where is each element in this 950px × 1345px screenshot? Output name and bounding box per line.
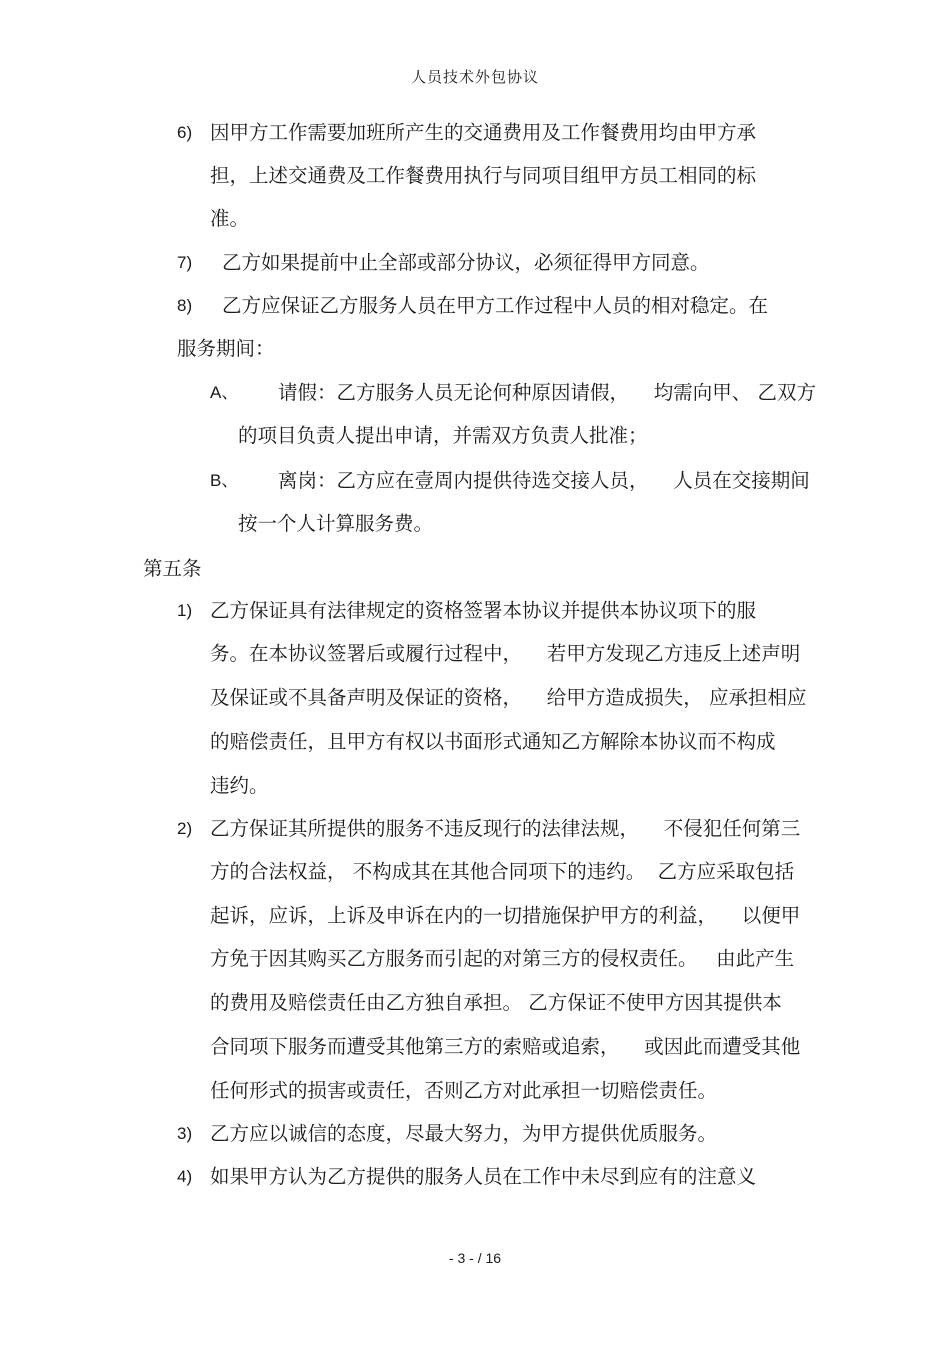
paragraph-line: 请假：乙方服务人员无论何种原因请假， 均需向甲、 乙双方: [278, 381, 816, 404]
paragraph-line: 因甲方工作需要加班所产生的交通费用及工作餐费用均由甲方承: [210, 121, 757, 144]
paragraph-line: 方的合法权益， 不构成其在其他合同项下的违约。 乙方应采取包括: [210, 860, 795, 883]
paragraph-line: 乙方如果提前中止全部或部分协议，必须征得甲方同意。: [222, 251, 710, 274]
item-marker: 7): [177, 253, 193, 272]
paragraph-line: 任何形式的损害或责任，否则乙方对此承担一切赔偿责任。: [210, 1079, 718, 1102]
paragraph-line: 担，上述交通费及工作餐费用执行与同项目组甲方员工相同的标: [210, 164, 757, 187]
paragraph-line: 按一个人计算服务费。: [238, 512, 434, 535]
page-header-title: 人员技术外包协议: [410, 68, 539, 86]
paragraph-line: 服务期间：: [177, 337, 275, 360]
item-marker: A、: [210, 383, 239, 402]
paragraph-line: 起诉，应诉，上诉及申诉在内的一切措施保护甲方的利益， 以便甲: [210, 904, 801, 927]
section-heading: 第五条: [143, 557, 202, 580]
paragraph-line: 的项目负责人提出申请，并需双方负责人批准；: [238, 424, 648, 447]
item-marker: 2): [177, 819, 193, 838]
paragraph-line: 如果甲方认为乙方提供的服务人员在工作中未尽到应有的注意义: [210, 1165, 757, 1188]
paragraph-line: 合同项下服务而遭受其他第三方的索赔或追索， 或因此而遭受其他: [210, 1035, 801, 1058]
item-marker: 8): [177, 296, 193, 315]
item-marker: 4): [177, 1167, 193, 1186]
item-marker: 3): [177, 1124, 193, 1143]
paragraph-line: 的赔偿责任，且甲方有权以书面形式通知乙方解除本协议而不构成: [210, 730, 776, 753]
paragraph-line: 乙方保证其所提供的服务不违反现行的法律法规， 不侵犯任何第三: [210, 817, 801, 840]
page-number: - 3 - / 16: [448, 1250, 502, 1266]
item-marker: 6): [177, 123, 193, 142]
paragraph-line: 乙方应以诚信的态度，尽最大努力，为甲方提供优质服务。: [210, 1122, 718, 1145]
item-marker: 1): [177, 601, 193, 620]
paragraph-line: 离岗：乙方应在壹周内提供待选交接人员， 人员在交接期间: [278, 469, 810, 492]
item-marker: B、: [210, 471, 239, 490]
paragraph-line: 务。在本协议签署后或履行过程中， 若甲方发现乙方违反上述声明: [210, 642, 801, 665]
paragraph-line: 准。: [210, 207, 250, 230]
paragraph-line: 乙方保证具有法律规定的资格签署本协议并提供本协议项下的服: [210, 599, 757, 622]
paragraph-line: 乙方应保证乙方服务人员在甲方工作过程中人员的相对稳定。在: [222, 294, 769, 317]
paragraph-line: 方免于因其购买乙方服务而引起的对第三方的侵权责任。 由此产生: [210, 947, 795, 970]
paragraph-line: 及保证或不具备声明及保证的资格， 给甲方造成损失， 应承担相应: [210, 686, 807, 709]
paragraph-line: 违约。: [210, 774, 269, 797]
paragraph-line: 的费用及赔偿责任由乙方独自承担。 乙方保证不使甲方因其提供本: [210, 991, 782, 1014]
